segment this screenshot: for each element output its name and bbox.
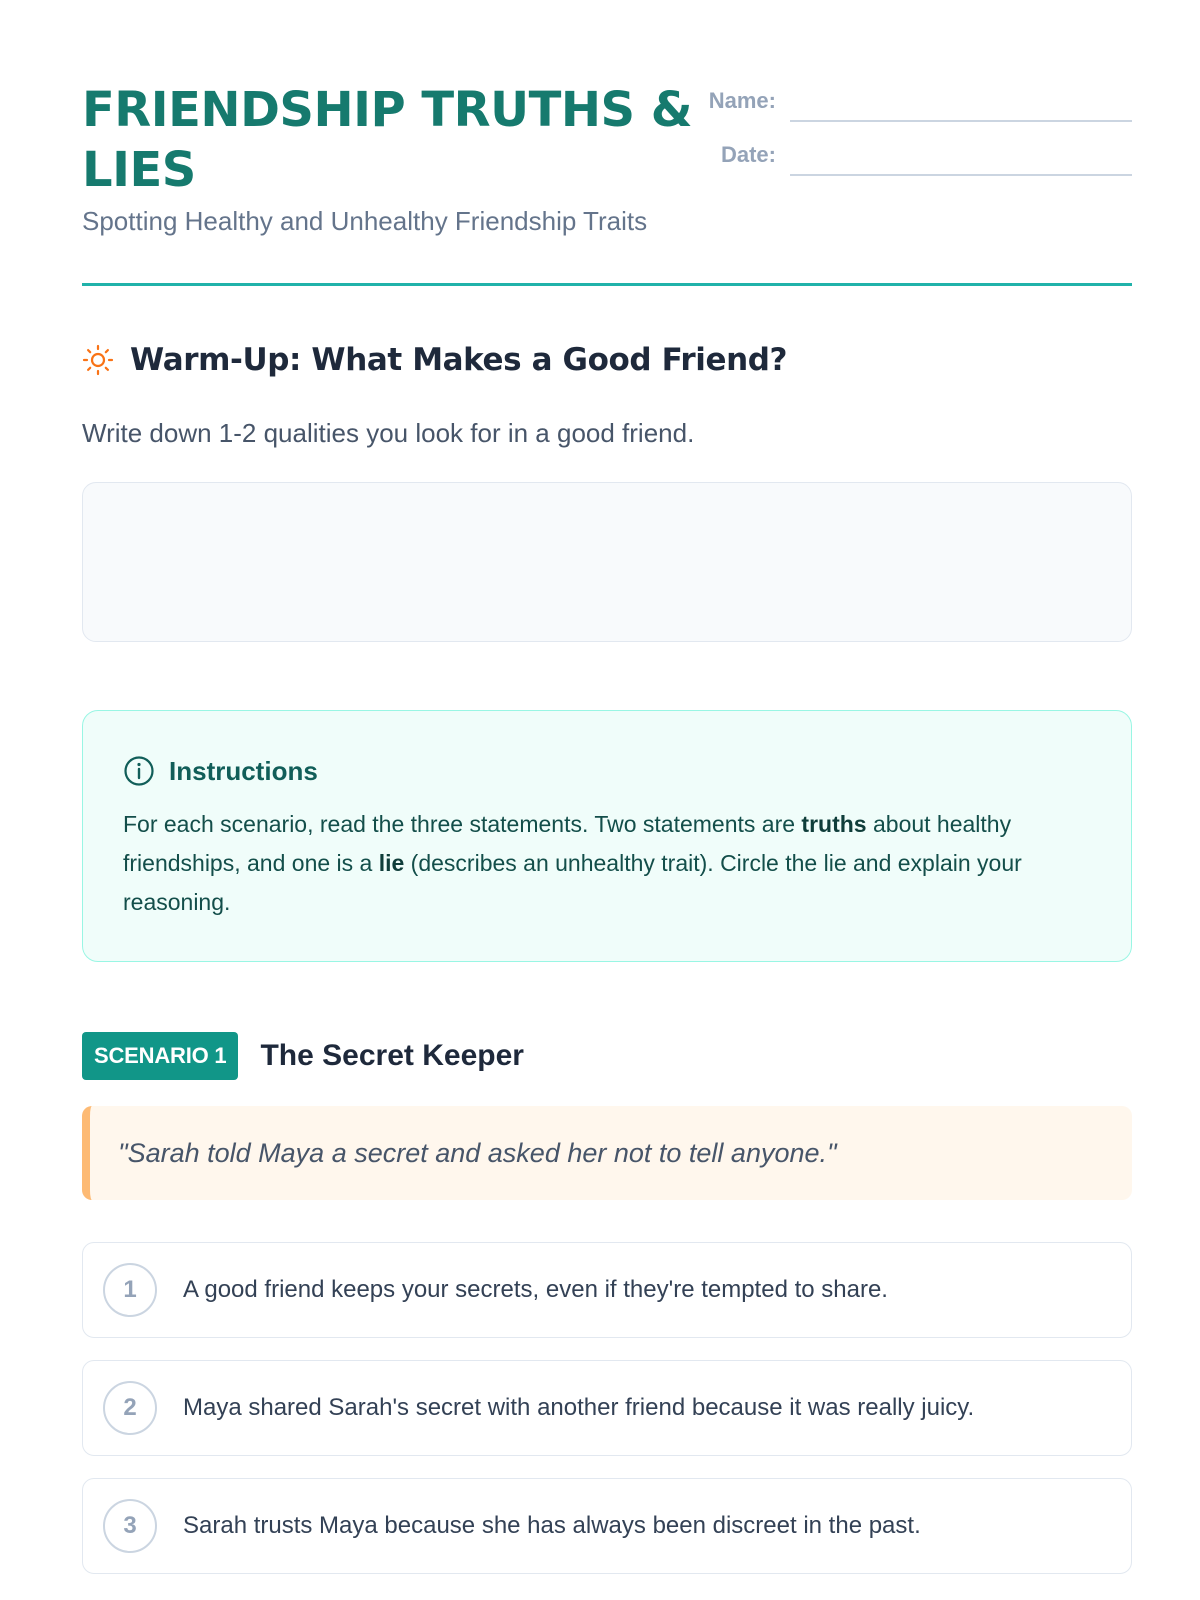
statement-number[interactable]: 2 — [103, 1381, 157, 1435]
scenario-title: The Secret Keeper — [260, 1039, 524, 1072]
warmup-title: Warm-Up: What Makes a Good Friend? — [130, 342, 788, 378]
instructions-text-part3: (describes an unhealthy trait). Circle the lie and explain your reasoning. — [123, 850, 1022, 915]
statement-2[interactable] — [82, 1360, 1132, 1456]
statement-text: A good friend keeps your secrets, even if they're tempted to share. — [183, 1276, 888, 1303]
statement-number[interactable]: 1 — [103, 1263, 157, 1317]
worksheet-header — [82, 0, 1132, 286]
name-row — [682, 84, 1132, 122]
page-title: FRIENDSHIP TRUTHS & LIES — [82, 82, 693, 198]
worksheet-page — [82, 0, 1132, 1539]
statement-1[interactable] — [82, 1242, 1132, 1338]
warmup-prompt: Write down 1-2 qualities you look for in a good friend. — [82, 418, 695, 448]
scenario-quote: "Sarah told Maya a secret and asked her not to tell anyone." — [82, 1106, 1132, 1200]
date-field[interactable] — [790, 138, 1132, 176]
instructions-lie: lie — [378, 850, 405, 876]
scenario-badge: SCENARIO 1 — [82, 1032, 238, 1080]
sun-icon — [82, 344, 114, 376]
instructions-text — [123, 805, 1091, 922]
instructions-title: Instructions — [169, 755, 318, 786]
instructions-truths: truths — [801, 811, 867, 837]
warmup-answer-box[interactable] — [82, 482, 1132, 642]
date-label: Date: — [720, 142, 776, 167]
warmup-heading — [82, 342, 787, 378]
statement-text: Maya shared Sarah's secret with another friend because it was really juicy. — [183, 1394, 975, 1421]
scenario-heading — [82, 1032, 524, 1080]
instructions-box — [82, 710, 1132, 962]
instructions-text-part1: For each scenario, read the three statements. Two statements are — [123, 811, 802, 837]
instructions-text-part2: about healthy friendships, and one is a — [123, 811, 1012, 876]
instructions-heading — [123, 755, 1091, 787]
page-subtitle: Spotting Healthy and Unhealthy Friendship Traits — [82, 206, 648, 236]
statement-text: Sarah trusts Maya because she has always been discreet in the past. — [183, 1512, 921, 1539]
name-date-block — [682, 84, 1132, 192]
date-row — [682, 138, 1132, 176]
name-field[interactable] — [790, 84, 1132, 122]
statement-number[interactable]: 3 — [103, 1499, 157, 1553]
info-icon — [123, 755, 155, 787]
name-label: Name: — [708, 88, 776, 113]
statement-3[interactable] — [82, 1478, 1132, 1574]
